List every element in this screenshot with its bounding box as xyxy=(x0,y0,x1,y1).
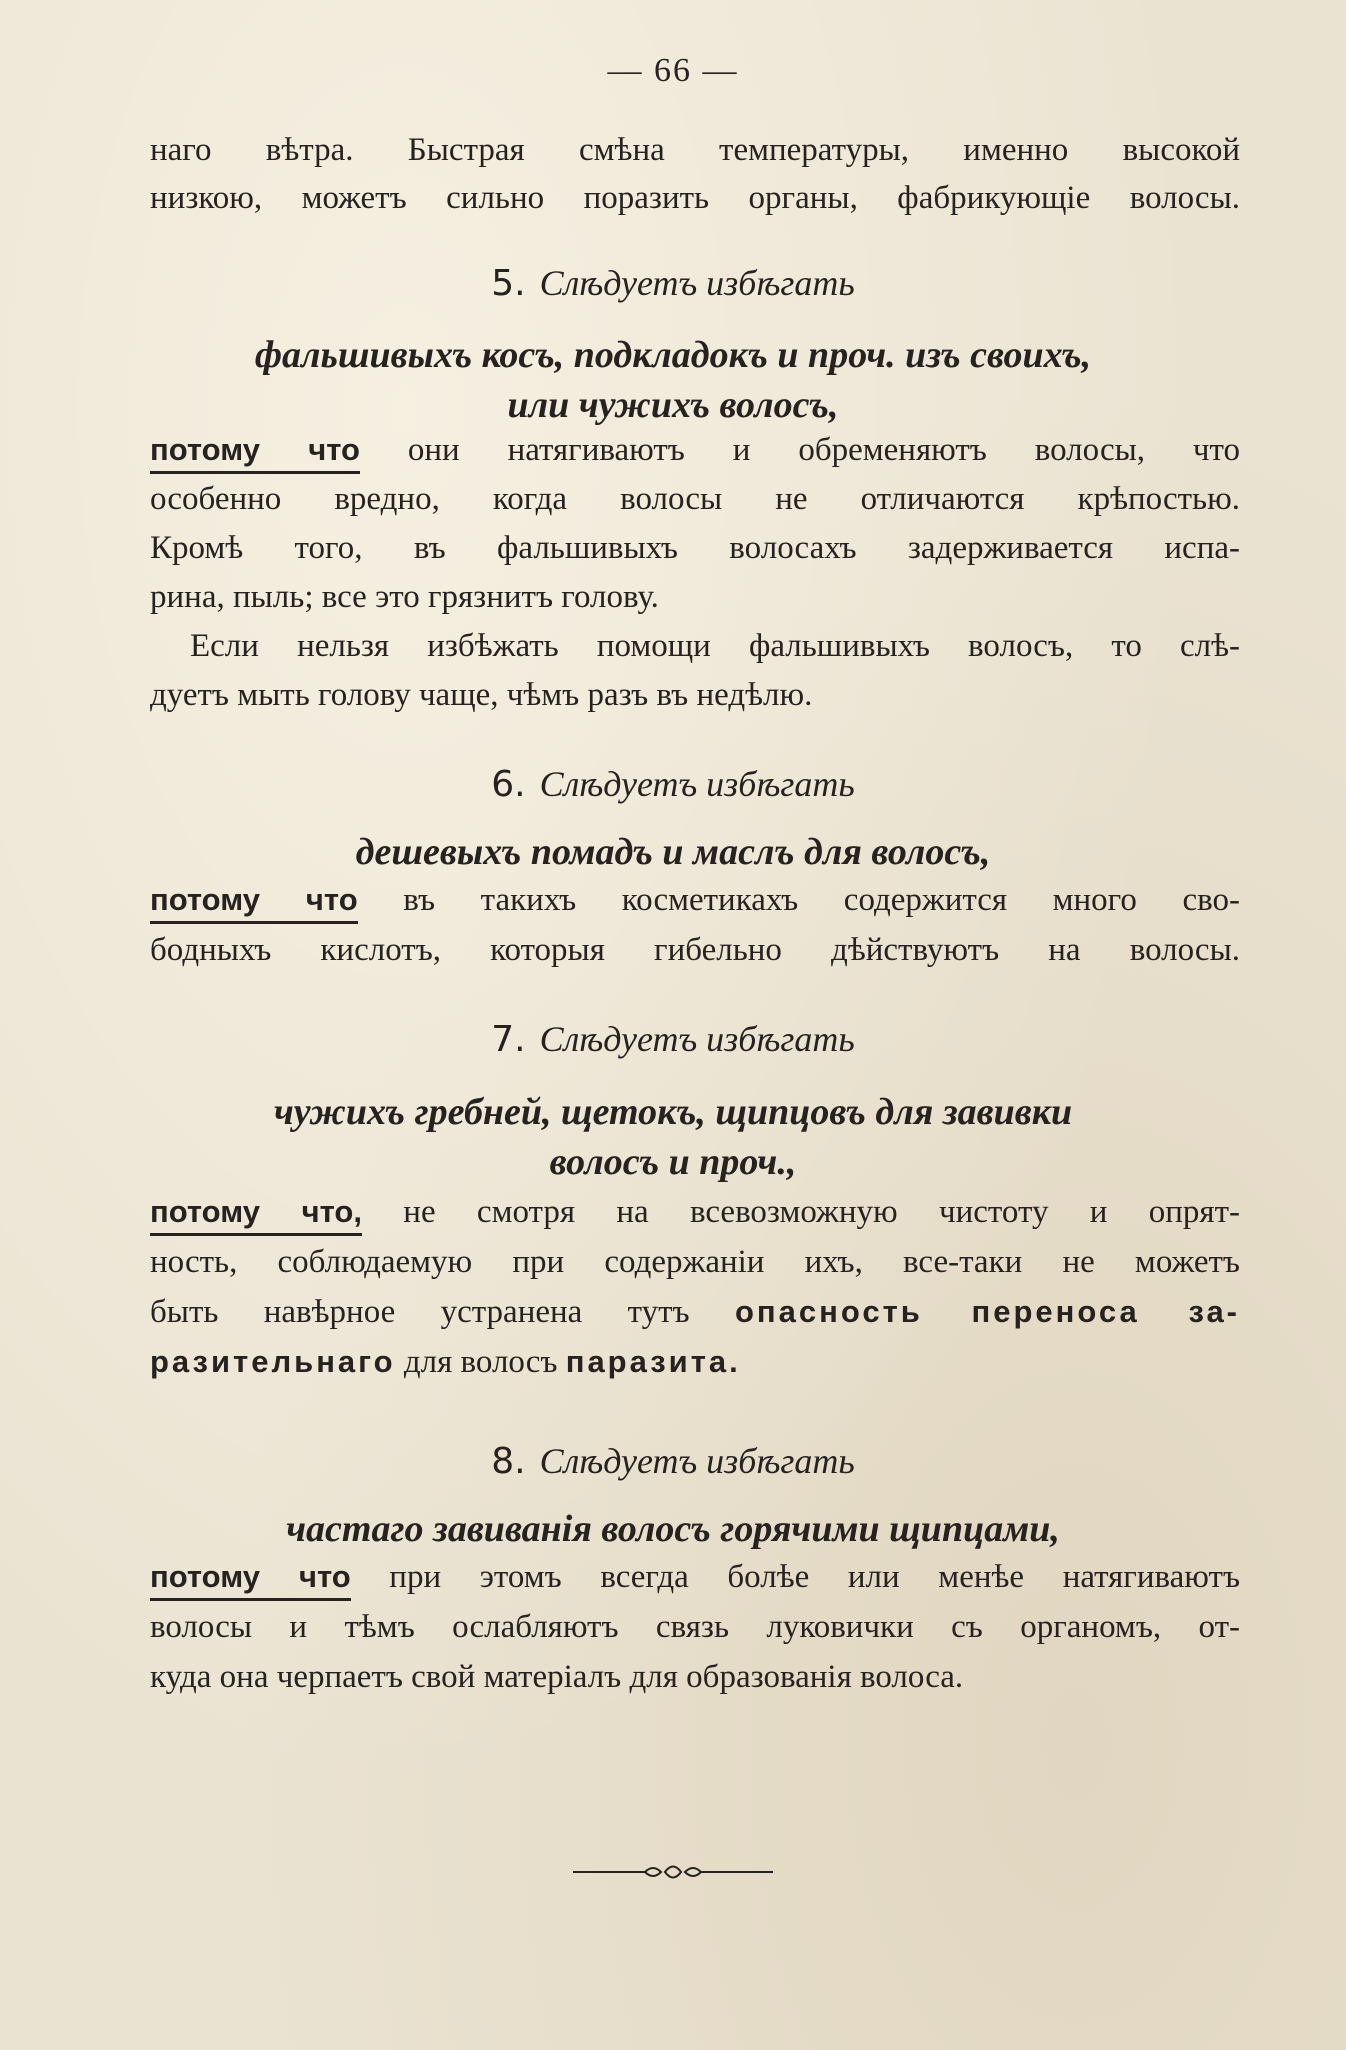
text-line: ность, соблюдаемую при содержаніи ихъ, все-таки не можетъ xyxy=(150,1244,1240,1280)
text-line xyxy=(150,428,1240,472)
text-line xyxy=(150,1190,1240,1234)
text-line: рина, пыль; все это грязнитъ голову. xyxy=(150,579,659,615)
because-phrase: потому что xyxy=(150,882,358,924)
text-fragment: въ такихъ косметикахъ содержится много сво- xyxy=(403,882,1240,918)
text-line: волосы и тѣмъ ослабляютъ связь луковички съ органомъ, от- xyxy=(150,1609,1240,1645)
section-number: 6. xyxy=(491,764,526,805)
spaced-emphasis: паразита. xyxy=(565,1344,741,1379)
text-line: Кромѣ того, въ фальшивыхъ волосахъ задерживается испа- xyxy=(150,530,1240,566)
section-heading xyxy=(0,262,1346,304)
text-fragment: быть навѣрное устранена тутъ xyxy=(150,1294,690,1330)
text-line: низкою, можетъ сильно поразить органы, фабрикующіе волосы. xyxy=(150,180,1240,216)
because-phrase: потому что, xyxy=(150,1194,362,1236)
section-heading xyxy=(0,763,1346,805)
section-heading-text: Слѣдуетъ избѣгать xyxy=(539,1441,855,1481)
text-line: особенно вредно, когда волосы не отличаются крѣпостью. xyxy=(150,481,1240,517)
text-line: дуетъ мыть голову чаще, чѣмъ разъ въ недѣлю. xyxy=(150,677,813,713)
text-line: бодныхъ кислотъ, которыя гибельно дѣйствуютъ на волосы. xyxy=(150,932,1240,968)
page-number: — 66 — xyxy=(607,52,739,89)
section-title: частаго завиванія волосъ горячими щипцами, xyxy=(286,1508,1060,1550)
because-phrase: потому что xyxy=(150,432,360,474)
ornament-divider xyxy=(573,1862,773,1882)
text-fragment: при этомъ всегда болѣе или менѣе натягиваютъ xyxy=(389,1559,1241,1595)
section-title: дешевыхъ помадъ и маслъ для волосъ, xyxy=(355,831,991,873)
section-number: 8. xyxy=(491,1441,526,1482)
spaced-emphasis: опасность переноса за- xyxy=(734,1294,1241,1329)
text-fragment: не смотря на всевозможную чистоту и опрят- xyxy=(403,1194,1241,1230)
text-line: куда она черпаетъ свой матеріалъ для образованія волоса. xyxy=(150,1659,964,1695)
section-heading xyxy=(0,1018,1346,1060)
section-title: чужихъ гребней, щетокъ, щипцовъ для завивки xyxy=(273,1091,1073,1133)
section-heading-text: Слѣдуетъ избѣгать xyxy=(539,1019,855,1059)
section-heading-text: Слѣдуетъ избѣгать xyxy=(539,764,855,804)
text-line: Если нельзя избѣжать помощи фальшивыхъ волосъ, то слѣ- xyxy=(190,628,1240,664)
section-title: фальшивыхъ косъ, подкладокъ и проч. изъ своихъ, xyxy=(254,334,1092,376)
because-phrase: потому что xyxy=(150,1559,351,1601)
text-line xyxy=(150,1340,1240,1384)
text-line xyxy=(150,1290,1240,1334)
section-title: волосъ и проч., xyxy=(549,1141,797,1183)
section-heading-text: Слѣдуетъ избѣгать xyxy=(539,263,855,303)
section-number: 7. xyxy=(491,1019,526,1060)
section-heading xyxy=(0,1440,1346,1482)
text-line: наго вѣтра. Быстрая смѣна температуры, именно высокой xyxy=(150,132,1240,168)
text-line xyxy=(150,878,1240,922)
section-number: 5. xyxy=(491,263,526,304)
section-title: или чужихъ волосъ, xyxy=(507,384,839,426)
text-line xyxy=(150,1555,1240,1599)
text-fragment: для волосъ xyxy=(403,1344,558,1380)
spaced-emphasis: разительнаго xyxy=(150,1344,396,1379)
text-fragment: они натягиваютъ и обременяютъ волосы, что xyxy=(407,432,1241,468)
